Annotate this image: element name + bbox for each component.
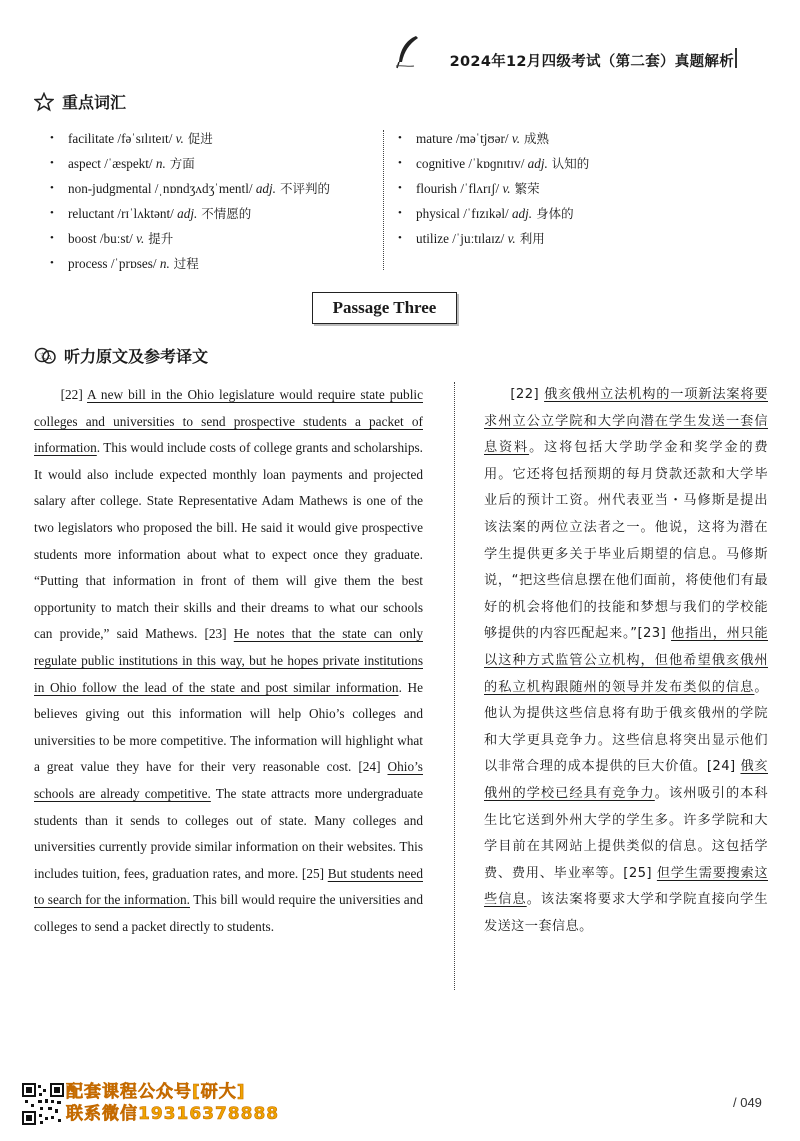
page-number: / 049	[733, 1095, 762, 1110]
svg-text:A: A	[47, 353, 52, 362]
english-passage: [22] A new bill in the Ohio legislature would require state public colleges and universities to send prospective students a packet of information. This would include costs of college grants and scholarships. It would also include expected monthly loan payments and projected salary after college. State Representative Adam Mathews is one of the two legislators who proposed the bill. He said it would give prospective students more information about what to expect once they graduate. “Putting that information in front of them will give them the best opportunity to match their skills and their dreams to what our schools can provide,” said Mathews. [23] He notes that the state can only regulate public institutions in this way, but he hopes private institutions in Ohio follow the lead of the state and post similar information. He believes giving out this information will help Ohio’s colleges and universities to be more competitive. The information will highlight what a great value they have for their very reasonable cost. [24] Ohio’s schools are already competitive. The state attracts more undergraduate students than it sends to colleges out of state. Many colleges and universities currently provide similar information on their websites. This includes tuition, fees, graduation rates, and more. [25] But students need to search for the information. This bill would require the universities and colleges to send a packet directly to students.	[34, 387, 424, 934]
column-divider	[454, 382, 455, 990]
vocab-item: • non-judgmental /ˌnɒndʒʌdʒˈmentl/ adj. 不评判的	[50, 176, 330, 201]
listening-heading	[34, 344, 208, 367]
answer-sentence-23: He notes that the state can only regulate public institutions in this way, but he hopes private institutions in Ohio follow the lead of the state and post similar information	[34, 626, 423, 695]
vocab-item: • utilize /ˈjuːtɪlaɪz/ v. 利用	[398, 226, 589, 251]
vocab-item: • boost /buːst/ v. 提升	[50, 226, 330, 251]
translation-sentence-24: 俄亥俄州的学校已经具有竞争力	[484, 759, 768, 801]
vocab-item: • facilitate /fəˈsɪlɪteɪt/ v. 促进	[50, 126, 330, 151]
answer-sentence-25: But students need to search for the information.	[34, 865, 423, 908]
promo-line-2: 联系微信19316378888	[66, 1104, 280, 1124]
vocab-divider	[383, 130, 384, 270]
vocab-list-right	[398, 126, 589, 251]
header-divider	[735, 48, 737, 68]
vocab-item: • process /ˈprɒses/ n. 过程	[50, 251, 330, 276]
translation-sentence-23: 他指出，州只能以这种方式监管公立机构，但他希望俄亥俄州的私立机构跟随州的领导并发布类似的信息	[484, 626, 768, 695]
vocab-heading	[34, 90, 126, 113]
svg-text:文: 文	[39, 351, 46, 360]
vocab-item: • reluctant /rɪˈlʌktənt/ adj. 不情愿的	[50, 201, 330, 226]
vocab-item: • flourish /ˈflʌrɪʃ/ v. 繁荣	[398, 176, 589, 201]
page-header-title: 2024年12月四级考试（第二套）真题解析	[449, 54, 734, 70]
vocab-item: • mature /məˈtjʊər/ v. 成熟	[398, 126, 589, 151]
answer-sentence-22: A new bill in the Ohio legislature would require state public colleges and universities to send prospective students a packet of information	[34, 387, 423, 456]
translation-icon	[34, 346, 56, 366]
star-icon	[34, 92, 54, 112]
vocab-heading-text: 重点词汇	[62, 93, 127, 112]
translation-sentence-25: 但学生需要搜索这些信息	[484, 865, 768, 908]
translation-sentence-22: 俄亥俄州立法机构的一项新法案将要求州立公立学院和大学向潜在学生发送一套信息资料	[484, 387, 768, 456]
qr-code-icon	[22, 1083, 64, 1125]
listening-heading-text: 听力原文及参考译文	[64, 347, 209, 366]
vocab-item: • physical /ˈfɪzɪkəl/ adj. 身体的	[398, 201, 589, 226]
answer-sentence-24: Ohio’s schools are already competitive.	[34, 759, 423, 801]
vocab-list-left	[50, 126, 330, 276]
promo-banner	[66, 1081, 279, 1125]
passage-title: Passage Three	[312, 292, 457, 324]
vocab-item: • cognitive /ˈkɒɡnɪtɪv/ adj. 认知的	[398, 151, 589, 176]
quill-pen-icon	[394, 34, 422, 70]
vocab-item: • aspect /ˈæspekt/ n. 方面	[50, 151, 330, 176]
promo-line-1: 配套课程公众号[研大]	[66, 1082, 246, 1102]
chinese-translation: [22] 俄亥俄州立法机构的一项新法案将要求州立公立学院和大学向潜在学生发送一套信息资料。这将包括大学助学金和奖学金的费用。它还将包括预期的每月贷款还款和大学毕业后的预计工资。州代表亚当・马修斯是提出该法案的两位立法者之一。他说，这将为潜在学生提供更多关于毕业后期望的信息。马修斯说，“把这些信息摆在他们面前，将使他们有最好的机会将他们的技能和梦想与我们的学校能够提供的内容匹配起来。”[23] 他指出，州只能以这种方式监管公立机构，但他希望俄亥俄州的私立机构跟随州的领导并发布类似的信息。他认为提供这些信息将有助于俄亥俄州的学院和大学更具竞争力。这些信息将突出显示他们以非常合理的成本提供的巨大价值。[24] 俄亥俄州的学校已经具有竞争力。该州吸引的本科生比它送到外州大学的学生多。许多学院和大学目前在其网站上提供类似的信息。这包括学费、费用、毕业率等。[25] 但学生需要搜索这些信息。该法案将要求大学和学院直接向学生发送这一套信息。	[484, 387, 769, 934]
